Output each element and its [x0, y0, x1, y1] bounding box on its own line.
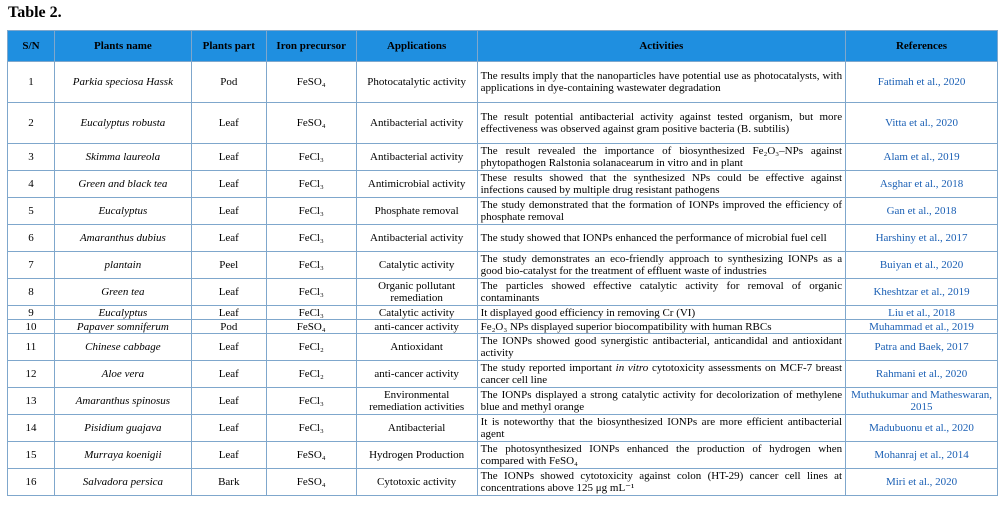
- cell-precursor: FeSO₄: [266, 442, 356, 469]
- cell-reference[interactable]: Vitta et al., 2020: [846, 103, 998, 144]
- table-row: [8, 320, 998, 334]
- table-caption: Table 2.: [8, 4, 62, 21]
- cell-part: Leaf: [191, 361, 266, 388]
- header-activities: Activities: [477, 31, 846, 62]
- cell-sn: 5: [8, 198, 55, 225]
- cell-application: Antioxidant: [356, 334, 477, 361]
- cell-part: Leaf: [191, 279, 266, 306]
- cell-activity: [477, 361, 846, 388]
- cell-part: Pod: [191, 320, 266, 334]
- cell-plant: plantain: [54, 252, 191, 279]
- cell-precursor: FeCl₃: [266, 415, 356, 442]
- cell-precursor: FeSO₄: [266, 469, 356, 496]
- cell-part: Leaf: [191, 171, 266, 198]
- cell-sn: 3: [8, 144, 55, 171]
- cell-application: Antibacterial activity: [356, 144, 477, 171]
- cell-activity: The study demonstrates an eco-friendly approach to synthesizing IONPs as a good bio-catalyst for the treatment of effluent waste of industries: [477, 252, 846, 279]
- cell-activity: The result revealed the importance of biosynthesized Fe₂O₃–NPs against phytopathogen Ralstonia solanacearum in vitro and in plant: [477, 144, 846, 171]
- cell-application: Catalytic activity: [356, 252, 477, 279]
- cell-sn: 11: [8, 334, 55, 361]
- cell-activity: It displayed good efficiency in removing Cr (VI): [477, 306, 846, 320]
- cell-plant: Murraya koenigii: [54, 442, 191, 469]
- cell-application: Antimicrobial activity: [356, 171, 477, 198]
- cell-application: Organic pollutant remediation: [356, 279, 477, 306]
- cell-reference[interactable]: Harshiny et al., 2017: [846, 225, 998, 252]
- cell-application: Antibacterial activity: [356, 225, 477, 252]
- cell-sn: 4: [8, 171, 55, 198]
- cell-precursor: FeCl₃: [266, 279, 356, 306]
- header-row: [8, 31, 998, 62]
- cell-application: Cytotoxic activity: [356, 469, 477, 496]
- cell-sn: 1: [8, 62, 55, 103]
- cell-reference[interactable]: Mohanraj et al., 2014: [846, 442, 998, 469]
- table-row: [8, 306, 998, 320]
- cell-activity: The photosynthesized IONPs enhanced the production of hydrogen when compared with FeSO₄: [477, 442, 846, 469]
- cell-activity: Fe₂O₃ NPs displayed superior biocompatibility with human RBCs: [477, 320, 846, 334]
- cell-application: Phosphate removal: [356, 198, 477, 225]
- header-applications: Applications: [356, 31, 477, 62]
- cell-sn: 2: [8, 103, 55, 144]
- cell-precursor: FeSO₄: [266, 320, 356, 334]
- cell-reference[interactable]: Liu et al., 2018: [846, 306, 998, 320]
- cell-application: Photocatalytic activity: [356, 62, 477, 103]
- cell-sn: 12: [8, 361, 55, 388]
- cell-precursor: FeCl₂: [266, 361, 356, 388]
- cell-application: anti-cancer activity: [356, 361, 477, 388]
- cell-part: Leaf: [191, 306, 266, 320]
- cell-precursor: FeCl₂: [266, 334, 356, 361]
- cell-reference[interactable]: Fatimah et al., 2020: [846, 62, 998, 103]
- cell-part: Pod: [191, 62, 266, 103]
- activity-text: cytotoxicity assessments on MCF-7 breast cancer cell line: [480, 362, 843, 386]
- cell-precursor: FeCl₃: [266, 198, 356, 225]
- header-iron-precursor: Iron precursor: [266, 31, 356, 62]
- cell-plant: Papaver somniferum: [54, 320, 191, 334]
- table-row: [8, 334, 998, 361]
- header-plants-part: Plants part: [191, 31, 266, 62]
- cell-part: Bark: [191, 469, 266, 496]
- cell-reference[interactable]: Alam et al., 2019: [846, 144, 998, 171]
- cell-sn: 8: [8, 279, 55, 306]
- header-sn: S/N: [8, 31, 55, 62]
- table-row: [8, 442, 998, 469]
- cell-plant: Eucalyptus: [54, 198, 191, 225]
- cell-application: Hydrogen Production: [356, 442, 477, 469]
- table-row: [8, 198, 998, 225]
- cell-reference[interactable]: Madubuonu et al., 2020: [846, 415, 998, 442]
- table-row: [8, 225, 998, 252]
- cell-activity: The IONPs showed cytotoxicity against colon (HT-29) cancer cell lines at concentrations above 125 μg mL⁻¹: [477, 469, 846, 496]
- cell-part: Leaf: [191, 144, 266, 171]
- table-row: [8, 62, 998, 103]
- cell-application: Antibacterial: [356, 415, 477, 442]
- cell-activity: The results imply that the nanoparticles have potential use as photocatalysts, with applications in dye-containing wastewater degradation: [477, 62, 846, 103]
- data-table: [7, 30, 998, 496]
- cell-precursor: FeCl₃: [266, 252, 356, 279]
- table-row: [8, 361, 998, 388]
- cell-application: Environmental remediation activities: [356, 388, 477, 415]
- table-row: [8, 279, 998, 306]
- cell-activity: The IONPs displayed a strong catalytic activity for decolorization of methylene blue and methyl orange: [477, 388, 846, 415]
- cell-precursor: FeCl₃: [266, 306, 356, 320]
- cell-part: Leaf: [191, 198, 266, 225]
- cell-sn: 13: [8, 388, 55, 415]
- cell-sn: 16: [8, 469, 55, 496]
- cell-activity: The result potential antibacterial activity against tested organism, but more effectiveness was observed against gram positive bacteria (B. subtilis): [477, 103, 846, 144]
- cell-application: Antibacterial activity: [356, 103, 477, 144]
- cell-application: Catalytic activity: [356, 306, 477, 320]
- cell-plant: Amaranthus spinosus: [54, 388, 191, 415]
- cell-part: Leaf: [191, 225, 266, 252]
- cell-sn: 9: [8, 306, 55, 320]
- cell-part: Leaf: [191, 334, 266, 361]
- header-references: References: [846, 31, 998, 62]
- cell-precursor: FeCl₃: [266, 171, 356, 198]
- cell-sn: 10: [8, 320, 55, 334]
- cell-activity: It is noteworthy that the biosynthesized IONPs are more efficient antibacterial agent: [477, 415, 846, 442]
- cell-reference[interactable]: Miri et al., 2020: [846, 469, 998, 496]
- header-plants-name: Plants name: [54, 31, 191, 62]
- cell-precursor: FeCl₃: [266, 225, 356, 252]
- cell-plant: Green and black tea: [54, 171, 191, 198]
- cell-plant: Eucalyptus: [54, 306, 191, 320]
- cell-reference[interactable]: Gan et al., 2018: [846, 198, 998, 225]
- cell-reference[interactable]: Patra and Baek, 2017: [846, 334, 998, 361]
- cell-part: Peel: [191, 252, 266, 279]
- cell-activity: The particles showed effective catalytic activity for removal of organic contaminants: [477, 279, 846, 306]
- cell-sn: 7: [8, 252, 55, 279]
- table-row: [8, 103, 998, 144]
- cell-precursor: FeSO₄: [266, 62, 356, 103]
- cell-plant: Chinese cabbage: [54, 334, 191, 361]
- cell-reference[interactable]: Asghar et al., 2018: [846, 171, 998, 198]
- cell-sn: 15: [8, 442, 55, 469]
- cell-plant: Skimma laureola: [54, 144, 191, 171]
- cell-activity: These results showed that the synthesized NPs could be effective against infections caused by multiple drug resistant pathogens: [477, 171, 846, 198]
- cell-reference[interactable]: Rahmani et al., 2020: [846, 361, 998, 388]
- activity-emphasis: in vitro: [615, 362, 649, 374]
- table-row: [8, 252, 998, 279]
- cell-activity: The study demonstrated that the formation of IONPs improved the efficiency of phosphate removal: [477, 198, 846, 225]
- cell-activity: The study showed that IONPs enhanced the performance of microbial fuel cell: [477, 225, 846, 252]
- cell-sn: 14: [8, 415, 55, 442]
- cell-sn: 6: [8, 225, 55, 252]
- cell-part: Leaf: [191, 415, 266, 442]
- cell-plant: Eucalyptus robusta: [54, 103, 191, 144]
- cell-plant: Parkia speciosa Hassk: [54, 62, 191, 103]
- cell-part: Leaf: [191, 103, 266, 144]
- cell-activity: The IONPs showed good synergistic antibacterial, anticandidal and antioxidant activity: [477, 334, 846, 361]
- activity-text: The study reported important: [480, 362, 616, 374]
- cell-precursor: FeSO₄: [266, 103, 356, 144]
- table-row: [8, 415, 998, 442]
- cell-reference[interactable]: Muhammad et al., 2019: [846, 320, 998, 334]
- cell-part: Leaf: [191, 388, 266, 415]
- cell-reference[interactable]: Buiyan et al., 2020: [846, 252, 998, 279]
- cell-reference[interactable]: Muthukumar and Matheswaran, 2015: [846, 388, 998, 415]
- table-row: [8, 388, 998, 415]
- cell-plant: Green tea: [54, 279, 191, 306]
- table-row: [8, 171, 998, 198]
- cell-precursor: FeCl₃: [266, 388, 356, 415]
- table-row: [8, 469, 998, 496]
- cell-part: Leaf: [191, 442, 266, 469]
- table-row: [8, 144, 998, 171]
- cell-reference[interactable]: Kheshtzar et al., 2019: [846, 279, 998, 306]
- cell-plant: Amaranthus dubius: [54, 225, 191, 252]
- cell-application: anti-cancer activity: [356, 320, 477, 334]
- cell-precursor: FeCl₃: [266, 144, 356, 171]
- cell-plant: Pisidium guajava: [54, 415, 191, 442]
- cell-plant: Salvadora persica: [54, 469, 191, 496]
- cell-plant: Aloe vera: [54, 361, 191, 388]
